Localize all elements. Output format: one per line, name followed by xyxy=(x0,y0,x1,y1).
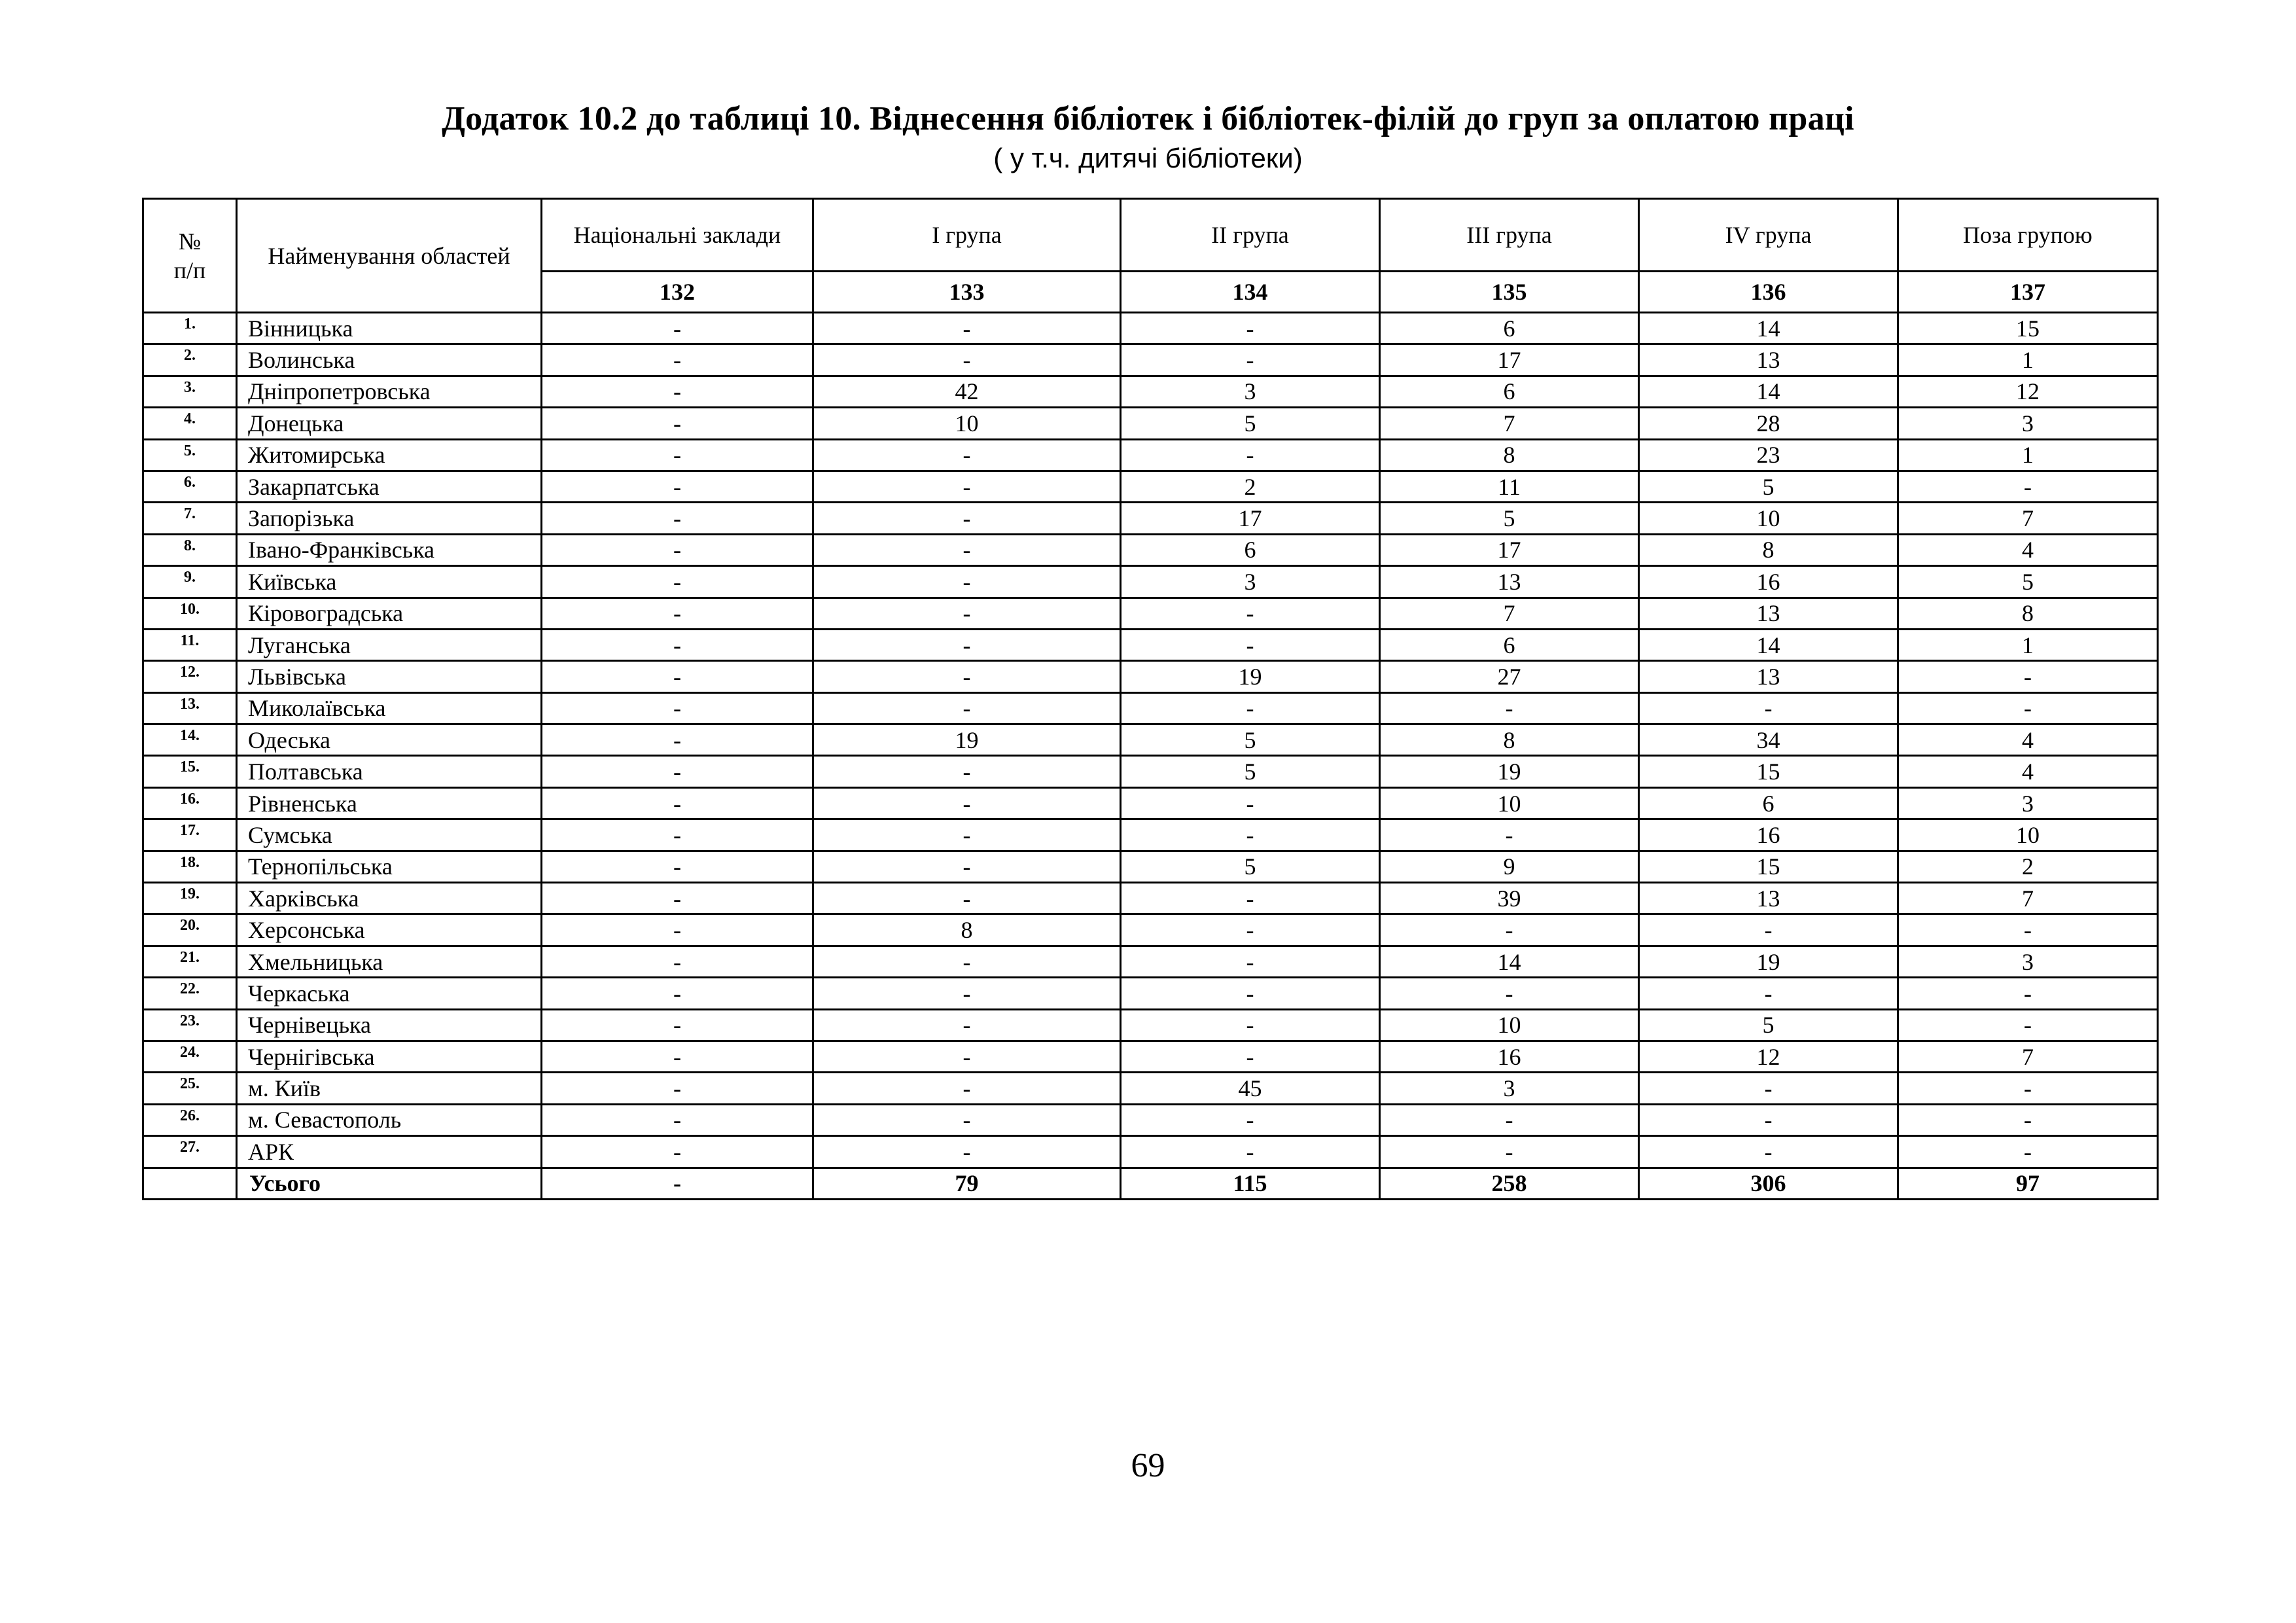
cell-value: - xyxy=(1898,692,2158,724)
cell-value: 45 xyxy=(1121,1073,1380,1104)
header-code: 133 xyxy=(813,272,1121,313)
table-row xyxy=(143,819,2158,851)
cell-value: 9 xyxy=(1380,851,1639,882)
cell-value: - xyxy=(1898,914,2158,946)
cell-value: 19 xyxy=(1639,946,1898,977)
cell-value: - xyxy=(1121,787,1380,819)
header-group-3: ІІІ група xyxy=(1380,199,1639,272)
cell-value: - xyxy=(1898,1104,2158,1135)
cell-value: - xyxy=(542,344,813,376)
cell-value: - xyxy=(542,756,813,787)
region-name: Херсонська xyxy=(237,914,542,946)
cell-value: 13 xyxy=(1639,597,1898,629)
cell-value: - xyxy=(1121,1041,1380,1072)
cell-value: - xyxy=(1380,819,1639,851)
cell-value: 5 xyxy=(1639,471,1898,502)
table-row xyxy=(143,376,2158,407)
cell-value: 1 xyxy=(1898,344,2158,376)
region-name: Волинська xyxy=(237,344,542,376)
row-number: 25. xyxy=(143,1073,237,1104)
table-row xyxy=(143,661,2158,692)
region-name: Вінницька xyxy=(237,313,542,344)
table-row xyxy=(143,692,2158,724)
region-name: Полтавська xyxy=(237,756,542,787)
cell-value: - xyxy=(1121,819,1380,851)
cell-value: - xyxy=(813,439,1121,471)
cell-value: 6 xyxy=(1380,629,1639,660)
row-number: 24. xyxy=(143,1041,237,1072)
cell-value: - xyxy=(1121,692,1380,724)
total-label: Усього xyxy=(237,1168,542,1199)
row-number: 6. xyxy=(143,471,237,502)
row-number: 22. xyxy=(143,978,237,1009)
page-number: 69 xyxy=(1131,1447,1165,1484)
cell-value: - xyxy=(1121,313,1380,344)
cell-value: 3 xyxy=(1898,408,2158,439)
cell-value: 17 xyxy=(1380,344,1639,376)
region-name: Тернопільська xyxy=(237,851,542,882)
cell-value: 79 xyxy=(813,1168,1121,1199)
cell-value: 7 xyxy=(1898,883,2158,914)
cell-value: 6 xyxy=(1380,376,1639,407)
cell-value: 1 xyxy=(1898,629,2158,660)
cell-value: 16 xyxy=(1639,566,1898,597)
cell-value: - xyxy=(1898,978,2158,1009)
table-row xyxy=(143,756,2158,787)
cell-value: - xyxy=(813,534,1121,565)
cell-value: - xyxy=(1639,692,1898,724)
cell-value: - xyxy=(542,566,813,597)
cell-value: 3 xyxy=(1898,946,2158,977)
region-name: Рівненська xyxy=(237,787,542,819)
cell-value: - xyxy=(1121,597,1380,629)
header-code: 136 xyxy=(1639,272,1898,313)
cell-value: - xyxy=(1639,1073,1898,1104)
cell-value: 8 xyxy=(1898,597,2158,629)
cell-value: 5 xyxy=(1380,503,1639,534)
cell-value: 7 xyxy=(1898,503,2158,534)
cell-value: 14 xyxy=(1639,376,1898,407)
header-code: 137 xyxy=(1898,272,2158,313)
cell-value: - xyxy=(542,503,813,534)
cell-value: 13 xyxy=(1639,661,1898,692)
region-name: Хмельницька xyxy=(237,946,542,977)
cell-value: - xyxy=(1121,914,1380,946)
header-national: Національні заклади xyxy=(542,199,813,272)
cell-value: 10 xyxy=(1898,819,2158,851)
cell-value: 34 xyxy=(1639,724,1898,756)
table-row xyxy=(143,597,2158,629)
cell-value: - xyxy=(813,692,1121,724)
cell-value: - xyxy=(1898,661,2158,692)
cell-value: 2 xyxy=(1898,851,2158,882)
cell-value: 16 xyxy=(1380,1041,1639,1072)
cell-value: - xyxy=(1121,946,1380,977)
cell-value: - xyxy=(542,978,813,1009)
table-row xyxy=(143,883,2158,914)
cell-value: - xyxy=(1121,439,1380,471)
table-row xyxy=(143,946,2158,977)
cell-value: - xyxy=(1639,914,1898,946)
cell-value: 8 xyxy=(1380,724,1639,756)
row-number: 4. xyxy=(143,408,237,439)
cell-value: 13 xyxy=(1380,566,1639,597)
cell-value: - xyxy=(1380,1136,1639,1168)
cell-value: 19 xyxy=(1121,661,1380,692)
cell-value: - xyxy=(542,883,813,914)
row-number: 26. xyxy=(143,1104,237,1135)
table-row xyxy=(143,1104,2158,1135)
header-num: № п/п xyxy=(143,199,237,313)
cell-value: 27 xyxy=(1380,661,1639,692)
cell-value: 13 xyxy=(1639,883,1898,914)
cell-value: - xyxy=(542,439,813,471)
region-name: Закарпатська xyxy=(237,471,542,502)
cell-value: - xyxy=(1639,1136,1898,1168)
cell-value: - xyxy=(542,313,813,344)
cell-value: 7 xyxy=(1380,408,1639,439)
cell-value: 10 xyxy=(813,408,1121,439)
cell-value: 97 xyxy=(1898,1168,2158,1199)
row-number: 11. xyxy=(143,629,237,660)
cell-value: 42 xyxy=(813,376,1121,407)
cell-value: - xyxy=(542,597,813,629)
cell-value: - xyxy=(1121,1009,1380,1041)
row-number: 19. xyxy=(143,883,237,914)
cell-value: 28 xyxy=(1639,408,1898,439)
row-number: 15. xyxy=(143,756,237,787)
total-row xyxy=(143,1168,2158,1199)
cell-value: 10 xyxy=(1639,503,1898,534)
cell-value: 258 xyxy=(1380,1168,1639,1199)
cell-value: 6 xyxy=(1639,787,1898,819)
region-name: Чернігівська xyxy=(237,1041,542,1072)
cell-value: - xyxy=(813,1104,1121,1135)
cell-value: - xyxy=(542,819,813,851)
cell-value: 8 xyxy=(1380,439,1639,471)
cell-value: 306 xyxy=(1639,1168,1898,1199)
table-row xyxy=(143,566,2158,597)
cell-value: - xyxy=(542,1073,813,1104)
cell-value: 19 xyxy=(813,724,1121,756)
cell-value: - xyxy=(813,756,1121,787)
cell-value: 10 xyxy=(1380,1009,1639,1041)
table-row xyxy=(143,724,2158,756)
region-name: Житомирська xyxy=(237,439,542,471)
cell-value: - xyxy=(542,914,813,946)
cell-value: - xyxy=(1121,344,1380,376)
cell-value: 5 xyxy=(1898,566,2158,597)
cell-value: - xyxy=(1380,1104,1639,1135)
row-number: 21. xyxy=(143,946,237,977)
region-name: АРК xyxy=(237,1136,542,1168)
table-row xyxy=(143,408,2158,439)
cell-value: - xyxy=(542,376,813,407)
cell-value: 15 xyxy=(1898,313,2158,344)
row-number: 8. xyxy=(143,534,237,565)
cell-value: - xyxy=(813,629,1121,660)
region-name: Запорізька xyxy=(237,503,542,534)
cell-value: 5 xyxy=(1121,851,1380,882)
cell-value: 12 xyxy=(1639,1041,1898,1072)
header-code: 132 xyxy=(542,272,813,313)
header-code: 134 xyxy=(1121,272,1380,313)
cell-value: - xyxy=(542,1136,813,1168)
row-number: 12. xyxy=(143,661,237,692)
region-name: Миколаївська xyxy=(237,692,542,724)
cell-value: - xyxy=(1121,1136,1380,1168)
cell-value: - xyxy=(542,629,813,660)
cell-value: 3 xyxy=(1121,376,1380,407)
cell-value: 2 xyxy=(1121,471,1380,502)
cell-value: 5 xyxy=(1121,756,1380,787)
cell-value: - xyxy=(813,851,1121,882)
cell-value: 1 xyxy=(1898,439,2158,471)
cell-value: 5 xyxy=(1121,408,1380,439)
cell-value: - xyxy=(813,597,1121,629)
row-number: 18. xyxy=(143,851,237,882)
header-code: 135 xyxy=(1380,272,1639,313)
cell-value: - xyxy=(542,787,813,819)
cell-value: 4 xyxy=(1898,756,2158,787)
table-row xyxy=(143,787,2158,819)
cell-value: 14 xyxy=(1639,629,1898,660)
cell-value: - xyxy=(1898,1073,2158,1104)
cell-value: 3 xyxy=(1380,1073,1639,1104)
row-number: 1. xyxy=(143,313,237,344)
document-subtitle: ( у т.ч. дитячі бібліотеки) xyxy=(993,143,1303,173)
cell-value: 39 xyxy=(1380,883,1639,914)
cell-value: 12 xyxy=(1898,376,2158,407)
cell-value: - xyxy=(1380,692,1639,724)
header-outside-group: Поза групою xyxy=(1898,199,2158,272)
header-group-2: ІІ група xyxy=(1121,199,1380,272)
table-row xyxy=(143,1136,2158,1168)
cell-value: 5 xyxy=(1121,724,1380,756)
libraries-groups-table xyxy=(142,198,2159,1200)
table-row xyxy=(143,914,2158,946)
region-name: Львівська xyxy=(237,661,542,692)
region-name: Донецька xyxy=(237,408,542,439)
cell-value: 15 xyxy=(1639,851,1898,882)
row-number: 3. xyxy=(143,376,237,407)
region-name: Чернівецька xyxy=(237,1009,542,1041)
cell-value: 16 xyxy=(1639,819,1898,851)
cell-value: 115 xyxy=(1121,1168,1380,1199)
cell-value: - xyxy=(813,1073,1121,1104)
table-row xyxy=(143,344,2158,376)
header-group-1: І група xyxy=(813,199,1121,272)
cell-value: - xyxy=(1380,978,1639,1009)
cell-value: - xyxy=(813,661,1121,692)
table-row xyxy=(143,439,2158,471)
table-row xyxy=(143,471,2158,502)
table-row xyxy=(143,629,2158,660)
table-row xyxy=(143,1073,2158,1104)
cell-value: - xyxy=(1121,629,1380,660)
cell-value: - xyxy=(813,883,1121,914)
document-title: Додаток 10.2 до таблиці 10. Віднесення бібліотек і бібліотек-філій до груп за оплатою праці xyxy=(442,100,1854,137)
cell-value: 6 xyxy=(1380,313,1639,344)
cell-value: - xyxy=(542,1104,813,1135)
header-row xyxy=(143,199,2158,272)
cell-value: - xyxy=(1121,978,1380,1009)
table-row xyxy=(143,978,2158,1009)
cell-value: 15 xyxy=(1639,756,1898,787)
cell-value: 5 xyxy=(1639,1009,1898,1041)
cell-value: - xyxy=(1898,471,2158,502)
row-number: 13. xyxy=(143,692,237,724)
region-name: Івано-Франківська xyxy=(237,534,542,565)
cell-value: - xyxy=(1898,1009,2158,1041)
cell-value: - xyxy=(1639,1104,1898,1135)
cell-value: 7 xyxy=(1898,1041,2158,1072)
cell-value: - xyxy=(813,819,1121,851)
cell-value: - xyxy=(1380,914,1639,946)
cell-value: - xyxy=(542,1168,813,1199)
cell-value: - xyxy=(542,408,813,439)
cell-value: 8 xyxy=(813,914,1121,946)
row-number: 7. xyxy=(143,503,237,534)
table-body xyxy=(143,313,2158,1200)
cell-value: - xyxy=(813,566,1121,597)
cell-value: 14 xyxy=(1639,313,1898,344)
cell-value: 17 xyxy=(1121,503,1380,534)
row-number: 23. xyxy=(143,1009,237,1041)
cell-value: - xyxy=(542,661,813,692)
cell-value: 19 xyxy=(1380,756,1639,787)
cell-value: 13 xyxy=(1639,344,1898,376)
cell-value: 10 xyxy=(1380,787,1639,819)
cell-value: - xyxy=(542,724,813,756)
cell-value: 7 xyxy=(1380,597,1639,629)
cell-value: 6 xyxy=(1121,534,1380,565)
region-name: Київська xyxy=(237,566,542,597)
region-name: Луганська xyxy=(237,629,542,660)
table-row xyxy=(143,1009,2158,1041)
row-number: 5. xyxy=(143,439,237,471)
cell-value: - xyxy=(542,1009,813,1041)
header-group-4: ІV група xyxy=(1639,199,1898,272)
table-row xyxy=(143,1041,2158,1072)
cell-value: - xyxy=(813,787,1121,819)
table-row xyxy=(143,503,2158,534)
cell-value: - xyxy=(1898,1136,2158,1168)
cell-value: 14 xyxy=(1380,946,1639,977)
row-number: 20. xyxy=(143,914,237,946)
row-number: 10. xyxy=(143,597,237,629)
cell-value: 17 xyxy=(1380,534,1639,565)
region-name: м. Севастополь xyxy=(237,1104,542,1135)
cell-value: 4 xyxy=(1898,534,2158,565)
cell-value: 3 xyxy=(1898,787,2158,819)
cell-value: - xyxy=(813,1041,1121,1072)
table-row xyxy=(143,313,2158,344)
cell-value: - xyxy=(1121,1104,1380,1135)
row-number: 14. xyxy=(143,724,237,756)
cell-value: 8 xyxy=(1639,534,1898,565)
row-number: 17. xyxy=(143,819,237,851)
table-row xyxy=(143,851,2158,882)
row-number: 27. xyxy=(143,1136,237,1168)
region-name: м. Київ xyxy=(237,1073,542,1104)
table-row xyxy=(143,534,2158,565)
cell-value: - xyxy=(542,534,813,565)
cell-value: - xyxy=(542,471,813,502)
region-name: Черкаська xyxy=(237,978,542,1009)
region-name: Харківська xyxy=(237,883,542,914)
cell-value: - xyxy=(813,978,1121,1009)
cell-value: - xyxy=(813,313,1121,344)
cell-value: - xyxy=(813,1009,1121,1041)
cell-value: - xyxy=(813,503,1121,534)
cell-value: - xyxy=(813,1136,1121,1168)
cell-value: - xyxy=(1121,883,1380,914)
header-name: Найменування областей xyxy=(237,199,542,313)
region-name: Сумська xyxy=(237,819,542,851)
cell-value: - xyxy=(1639,978,1898,1009)
cell-value: 23 xyxy=(1639,439,1898,471)
cell-value: - xyxy=(813,946,1121,977)
cell-value: - xyxy=(813,344,1121,376)
cell-value: 3 xyxy=(1121,566,1380,597)
row-number: 16. xyxy=(143,787,237,819)
row-number: 2. xyxy=(143,344,237,376)
cell-value: - xyxy=(813,471,1121,502)
cell-value: - xyxy=(542,692,813,724)
region-name: Одеська xyxy=(237,724,542,756)
cell-value: 11 xyxy=(1380,471,1639,502)
row-number xyxy=(143,1168,237,1199)
cell-value: - xyxy=(542,851,813,882)
region-name: Дніпропетровська xyxy=(237,376,542,407)
region-name: Кіровоградська xyxy=(237,597,542,629)
row-number: 9. xyxy=(143,566,237,597)
cell-value: - xyxy=(542,1041,813,1072)
cell-value: - xyxy=(542,946,813,977)
cell-value: 4 xyxy=(1898,724,2158,756)
